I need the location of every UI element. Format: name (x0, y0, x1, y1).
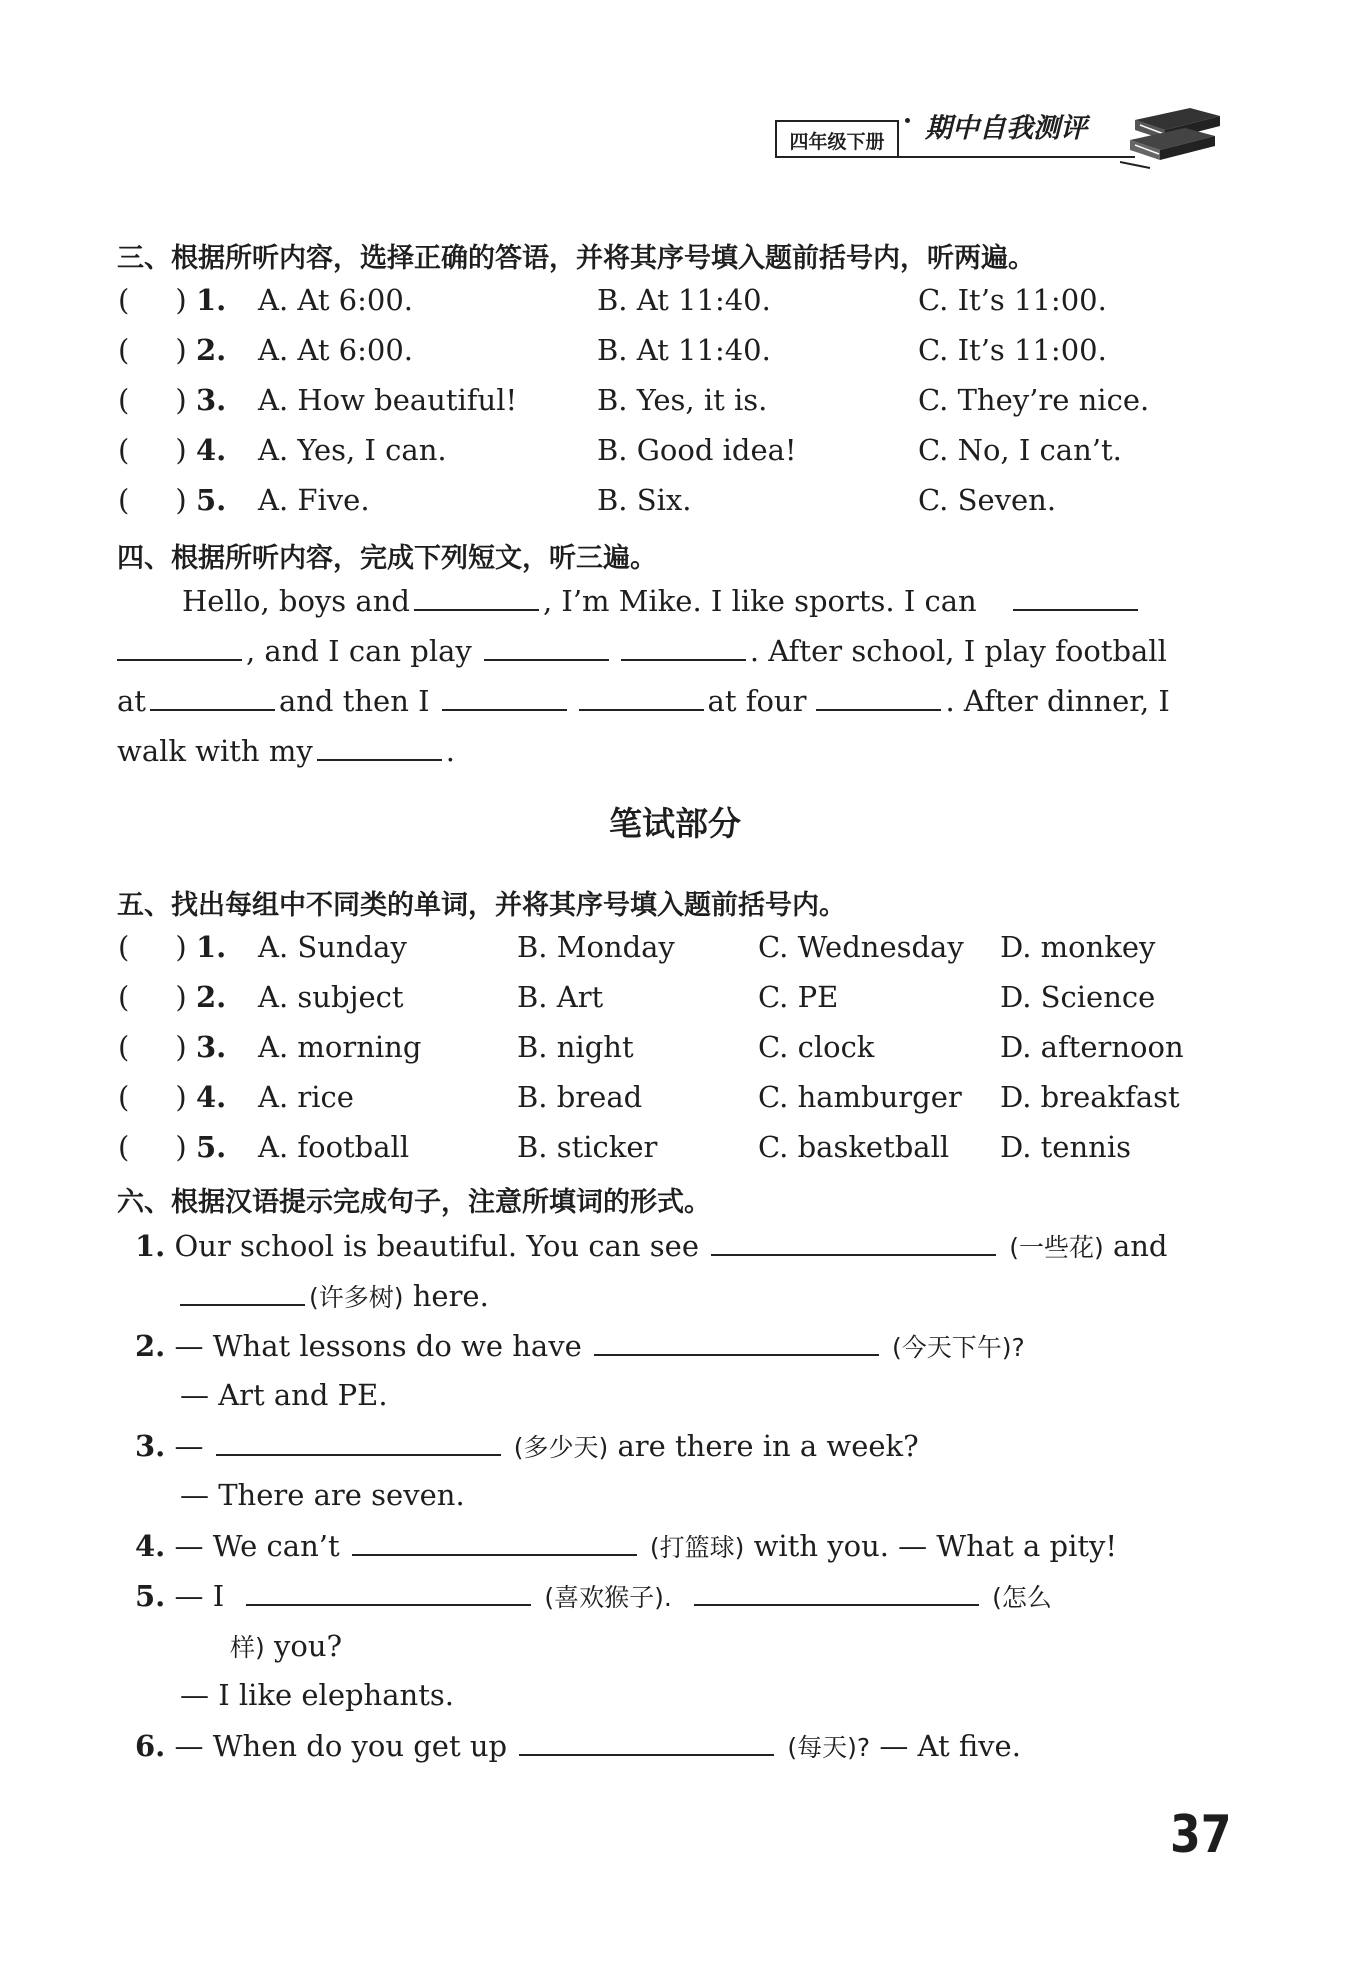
option-c: C. basketball (758, 1130, 950, 1164)
option-a: A. At 6:00. (258, 283, 414, 317)
option-b: B. sticker (517, 1130, 658, 1164)
list-item: ( ) 1. (118, 930, 227, 964)
list-item: ( ) 5. (118, 483, 227, 517)
option-d: D. breakfast (1000, 1080, 1180, 1114)
option-a: A. Sunday (258, 930, 407, 964)
option-b: B. At 11:40. (597, 283, 771, 317)
option-a: A. subject (258, 980, 404, 1014)
answer-blank[interactable] (352, 1528, 637, 1556)
section-5-items (0, 930, 1350, 1170)
answer-blank[interactable] (117, 633, 242, 661)
list-item: ( ) 4. (118, 1080, 227, 1114)
option-b: B. Six. (597, 483, 692, 517)
question-1: 1. Our school is beautiful. You can see (一些花) and (135, 1229, 1168, 1263)
answer-blank[interactable] (621, 633, 746, 661)
list-item: ( ) 1. (118, 283, 227, 317)
option-d: D. monkey (1000, 930, 1156, 964)
answer-blank[interactable] (414, 583, 539, 611)
option-d: D. Science (1000, 980, 1156, 1014)
question-5-line-2: 样) you? (230, 1629, 343, 1663)
question-5: 5. — I (喜欢猴子). (怎么 (135, 1579, 1052, 1613)
list-item: ( ) 2. (118, 333, 227, 367)
answer-line: — I like elephants. (180, 1678, 454, 1712)
option-a: A. rice (258, 1080, 354, 1114)
page-number: 37 (1170, 1805, 1232, 1865)
answer-blank[interactable] (519, 1728, 774, 1756)
section-3-heading: 三、根据所听内容，选择正确的答语，并将其序号填入题前括号内，听两遍。 (117, 243, 1035, 274)
header-dot (905, 118, 910, 123)
option-c: C. No, I can’t. (918, 433, 1122, 467)
option-a: A. morning (258, 1030, 422, 1064)
answer-blank[interactable] (711, 1228, 996, 1256)
section-5-heading: 五、找出每组中不同类的单词，并将其序号填入题前括号内。 (117, 890, 846, 921)
option-c: C. They’re nice. (918, 383, 1150, 417)
section-6-heading: 六、根据汉语提示完成句子，注意所填词的形式。 (117, 1187, 711, 1218)
answer-blank[interactable] (180, 1278, 305, 1306)
page-header (775, 100, 1235, 170)
grade-label: 四年级下册 (775, 120, 899, 158)
answer-blank[interactable] (816, 683, 941, 711)
option-a: A. Yes, I can. (258, 433, 447, 467)
option-b: B. Monday (517, 930, 675, 964)
option-b: B. Yes, it is. (597, 383, 768, 417)
answer-line: — There are seven. (180, 1478, 465, 1512)
option-c: C. Wednesday (758, 930, 964, 964)
option-c: C. It’s 11:00. (918, 283, 1107, 317)
option-c: C. PE (758, 980, 839, 1014)
question-4: 4. — We can’t (打篮球) with you. — What a pity! (135, 1529, 1118, 1563)
option-d: D. tennis (1000, 1130, 1131, 1164)
option-b: B. night (517, 1030, 634, 1064)
list-item: ( ) 2. (118, 980, 227, 1014)
section-3-items (0, 283, 1350, 523)
option-b: B. At 11:40. (597, 333, 771, 367)
answer-blank[interactable] (150, 683, 275, 711)
answer-blank[interactable] (246, 1578, 531, 1606)
answer-blank[interactable] (442, 683, 567, 711)
list-item: ( ) 3. (118, 383, 227, 417)
question-6: 6. — When do you get up (每天)? — At five. (135, 1729, 1021, 1763)
answer-blank[interactable] (216, 1428, 501, 1456)
question-1-line-2: (许多树) here. (180, 1278, 489, 1314)
passage-line-2: , and I can play . After school, I play football (117, 633, 1167, 668)
option-b: B. Art (517, 980, 604, 1014)
option-b: B. bread (517, 1080, 643, 1114)
answer-blank[interactable] (694, 1578, 979, 1606)
answer-blank[interactable] (1013, 583, 1138, 611)
answer-blank[interactable] (317, 733, 442, 761)
option-a: A. At 6:00. (258, 333, 414, 367)
option-c: C. clock (758, 1030, 875, 1064)
option-c: C. It’s 11:00. (918, 333, 1107, 367)
option-c: C. Seven. (918, 483, 1057, 517)
passage-line-3: at and then I at four . After dinner, I (117, 684, 1170, 718)
list-item: ( ) 4. (118, 433, 227, 467)
option-a: A. Five. (258, 483, 370, 517)
answer-blank[interactable] (484, 633, 609, 661)
question-3: 3. — (多少天) are there in a week? (135, 1429, 919, 1463)
written-section-title: 笔试部分 (609, 804, 741, 843)
list-item: ( ) 3. (118, 1030, 227, 1064)
passage-line-4: walk with my . (117, 734, 455, 768)
books-icon (1120, 100, 1230, 170)
option-a: A. How beautiful! (258, 383, 518, 417)
answer-line: — Art and PE. (180, 1378, 388, 1412)
header-title: 期中自我测评 (925, 113, 1087, 144)
question-2: 2. — What lessons do we have (今天下午)? (135, 1329, 1025, 1363)
passage-line-1: Hello, boys and , I’m Mike. I like sports. I can (182, 583, 1142, 618)
option-a: A. football (258, 1130, 410, 1164)
option-b: B. Good idea! (597, 433, 797, 467)
list-item: ( ) 5. (118, 1130, 227, 1164)
answer-blank[interactable] (594, 1328, 879, 1356)
header-rule (775, 156, 1135, 158)
section-4-heading: 四、根据所听内容，完成下列短文，听三遍。 (117, 543, 657, 574)
option-c: C. hamburger (758, 1080, 962, 1114)
answer-blank[interactable] (579, 683, 704, 711)
option-d: D. afternoon (1000, 1030, 1184, 1064)
